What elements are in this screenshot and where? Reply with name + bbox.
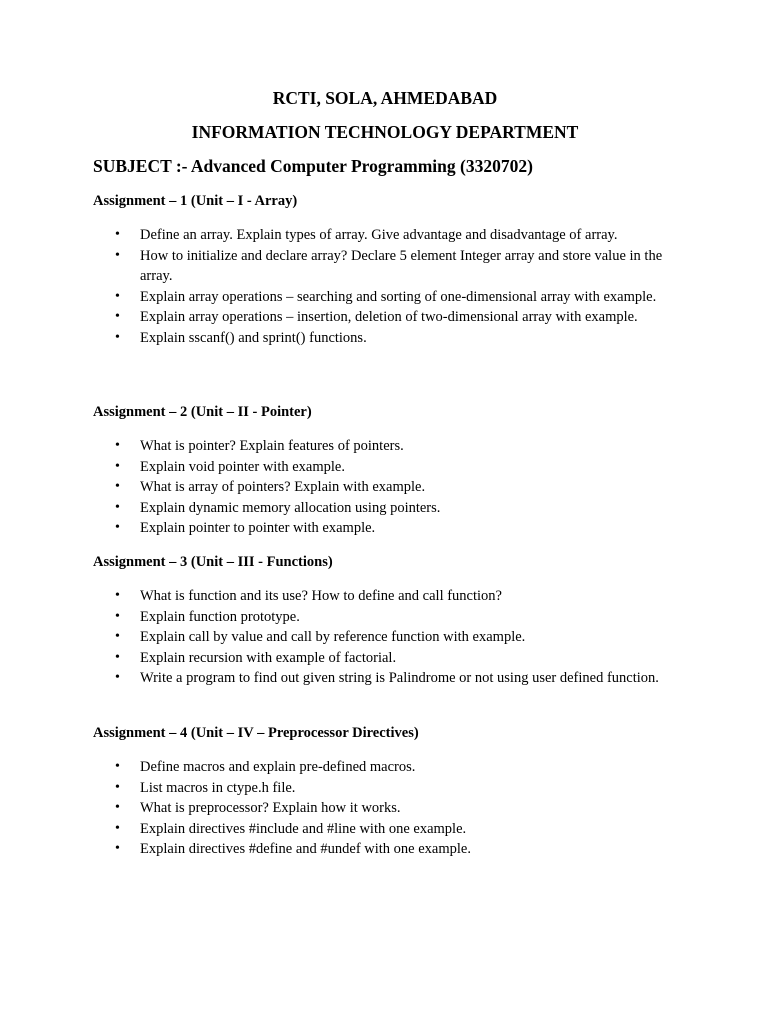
question-list [93,225,693,349]
bullet-icon: • [115,629,120,645]
bullet-icon: • [115,649,120,665]
bullet-icon: • [115,670,120,686]
question-item [93,586,685,607]
question-text: What is pointer? Explain features of pointers. [140,438,404,454]
question-item [93,757,685,778]
assignment-section [93,723,693,860]
question-text: Define an array. Explain types of array. Give advantage and disadvantage of array. [140,227,618,243]
assignment-heading: Assignment – 3 (Unit – III - Functions) [93,554,333,570]
question-text: What is function and its use? How to define and call function? [140,588,502,604]
question-item [93,668,685,689]
department-title: INFORMATION TECHNOLOGY DEPARTMENT [191,122,579,142]
bullet-icon: • [115,841,120,857]
question-text: What is array of pointers? Explain with example. [140,479,426,496]
bullet-icon: • [115,479,120,495]
assignment-heading: Assignment – 1 (Unit – I - Array) [93,193,298,209]
question-item [93,518,685,539]
question-item [93,328,685,349]
question-list [93,436,693,539]
bullet-icon: • [115,820,120,836]
question-text: Explain pointer to pointer with example. [140,520,376,537]
bullet-icon: • [115,588,120,603]
bullet-icon: • [115,329,120,345]
bullet-icon: • [115,759,120,774]
question-text: Explain directives #define and #undef with one example. [140,841,471,858]
bullet-icon: • [115,608,120,624]
bullet-icon: • [115,438,120,453]
question-text: Explain recursion with example of factorial. [140,649,397,666]
question-item [93,457,685,478]
question-text: Explain call by value and call by reference function with example. [140,629,526,646]
question-item [93,819,685,840]
question-item [93,607,685,628]
subject-title: SUBJECT :- Advanced Computer Programming (3320702) [93,156,533,176]
question-text: What is preprocessor? Explain how it works. [140,800,401,817]
question-item [93,246,685,287]
question-text: How to initialize and declare array? Declare 5 element Integer array and store value in the array. [140,247,663,285]
bullet-icon: • [115,288,120,304]
question-item [93,477,685,498]
assignment-heading: Assignment – 4 (Unit – IV – Preprocessor Directives) [93,725,419,741]
bullet-icon: • [115,800,120,816]
bullet-icon: • [115,499,120,515]
question-item [93,798,685,819]
question-item [93,498,685,519]
assignment-section [93,191,693,349]
bullet-icon: • [115,309,120,325]
question-text: Explain dynamic memory allocation using pointers. [140,499,441,516]
question-list [93,586,693,689]
assignment-heading: Assignment – 2 (Unit – II - Pointer) [93,404,312,420]
question-item [93,778,685,799]
question-text: Define macros and explain pre-defined macros. [140,759,416,775]
question-text: Explain directives #include and #line with one example. [140,820,467,837]
question-item [93,307,685,328]
question-item [93,225,685,246]
question-text: Explain function prototype. [140,608,300,625]
question-item [93,287,685,308]
question-text: Explain array operations – searching and sorting of one-dimensional array with example. [140,288,657,305]
question-text: Explain void pointer with example. [140,458,345,475]
question-text: Explain array operations – insertion, deletion of two-dimensional array with example. [140,309,638,326]
question-text: Explain sscanf() and sprint() functions. [140,329,367,346]
question-item [93,839,685,860]
bullet-icon: • [115,227,120,242]
question-item [93,436,685,457]
bullet-icon: • [115,247,120,263]
institute-title: RCTI, SOLA, AHMEDABAD [272,88,498,108]
question-item [93,627,685,648]
bullet-icon: • [115,458,120,474]
question-list [93,757,693,860]
question-text: Write a program to find out given string is Palindrome or not using user defined function. [140,670,659,687]
question-item [93,648,685,669]
assignment-section [93,552,693,689]
question-text: List macros in ctype.h file. [140,779,296,796]
assignment-section [93,402,693,539]
bullet-icon: • [115,779,120,795]
bullet-icon: • [115,520,120,536]
